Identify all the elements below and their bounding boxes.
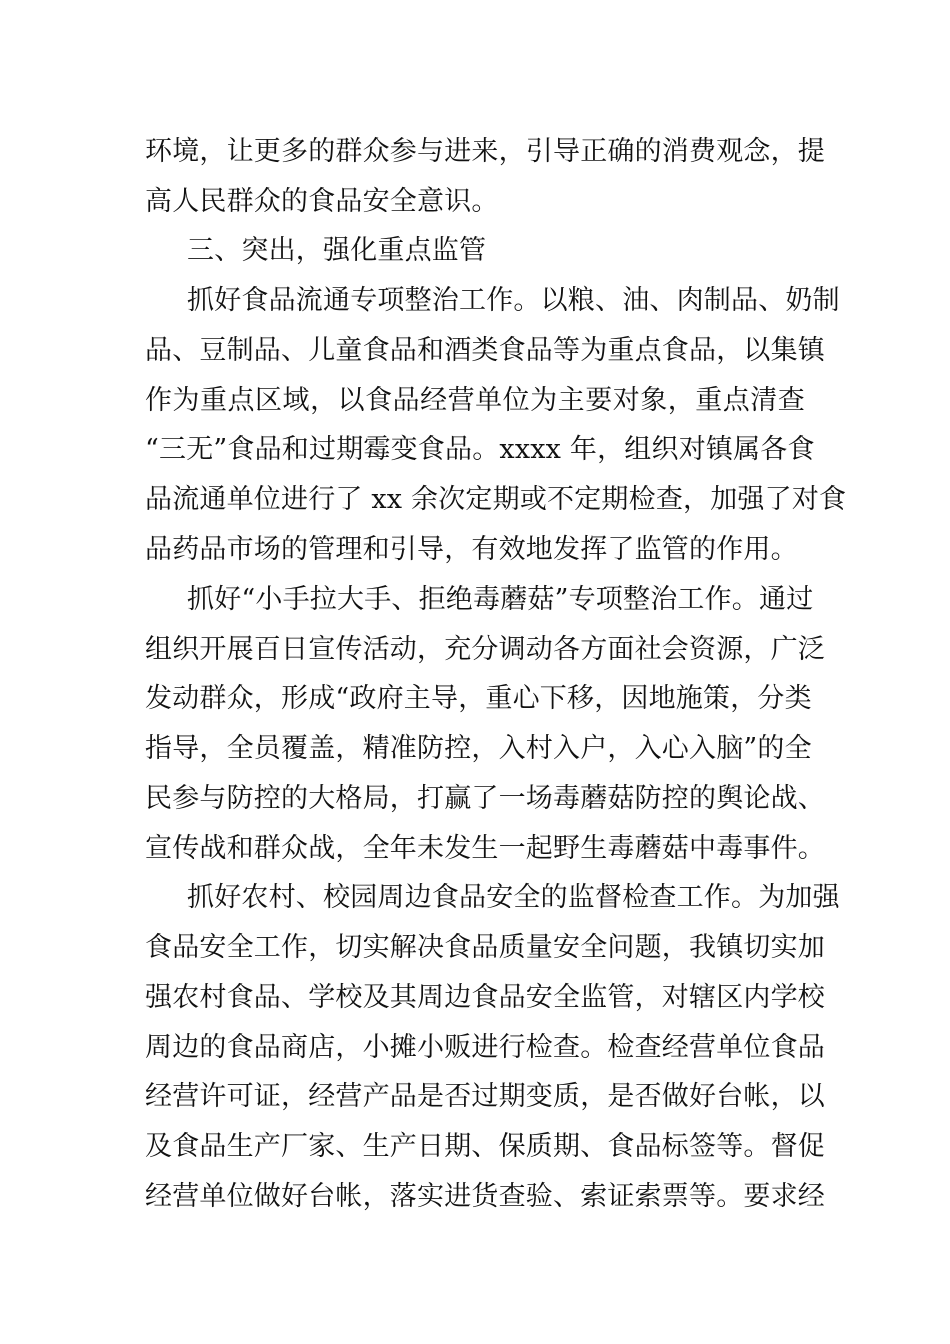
- text-line: 抓好食品流通专项整治工作。以粮、油、肉制品、奶制: [187, 285, 840, 316]
- text-line: 指导，全员覆盖，精准防控，入村入户，入心入脑”的全: [145, 733, 812, 764]
- text-line: “三无”食品和过期霉变食品。xxxx 年，组织对镇属各食: [145, 434, 815, 465]
- text-line: 民参与防控的大格局，打赢了一场毒蘑菇防控的舆论战、: [145, 783, 825, 814]
- text-line: 品、豆制品、儿童食品和酒类食品等为重点食品，以集镇: [145, 335, 825, 366]
- text-line: 周边的食品商店，小摊小贩进行检查。检查经营单位食品: [145, 1032, 825, 1063]
- text-line: 食品安全工作，切实解决食品质量安全问题，我镇切实加: [145, 932, 825, 963]
- text-line: 环境，让更多的群众参与进来，引导正确的消费观念，提: [145, 136, 825, 167]
- text-line: 作为重点区域，以食品经营单位为主要对象，重点清查: [145, 385, 805, 416]
- text-line: 抓好农村、校园周边食品安全的监督检查工作。为加强: [187, 882, 840, 913]
- text-line: 品流通单位进行了 xx 余次定期或不定期检查，加强了对食: [145, 484, 847, 515]
- text-line: 抓好“小手拉大手、拒绝毒蘑菇”专项整治工作。通过: [187, 584, 814, 615]
- text-line: 发动群众，形成“政府主导，重心下移，因地施策，分类: [145, 683, 812, 714]
- text-line: 高人民群众的食品安全意识。: [145, 186, 499, 217]
- text-line: 经营许可证，经营产品是否过期变质，是否做好台帐，以: [145, 1081, 825, 1112]
- text-line: 及食品生产厂家、生产日期、保质期、食品标签等。督促: [145, 1131, 825, 1162]
- text-line: 组织开展百日宣传活动，充分调动各方面社会资源，广泛: [145, 634, 825, 665]
- section-heading: 三、突出，强化重点监管: [187, 235, 487, 266]
- text-line: 强农村食品、学校及其周边食品安全监管，对辖区内学校: [145, 982, 825, 1013]
- text-line: 宣传战和群众战，全年未发生一起野生毒蘑菇中毒事件。: [145, 833, 825, 864]
- text-line: 经营单位做好台帐，落实进货查验、索证索票等。要求经: [145, 1181, 825, 1212]
- text-line: 品药品市场的管理和引导，有效地发挥了监管的作用。: [145, 534, 798, 565]
